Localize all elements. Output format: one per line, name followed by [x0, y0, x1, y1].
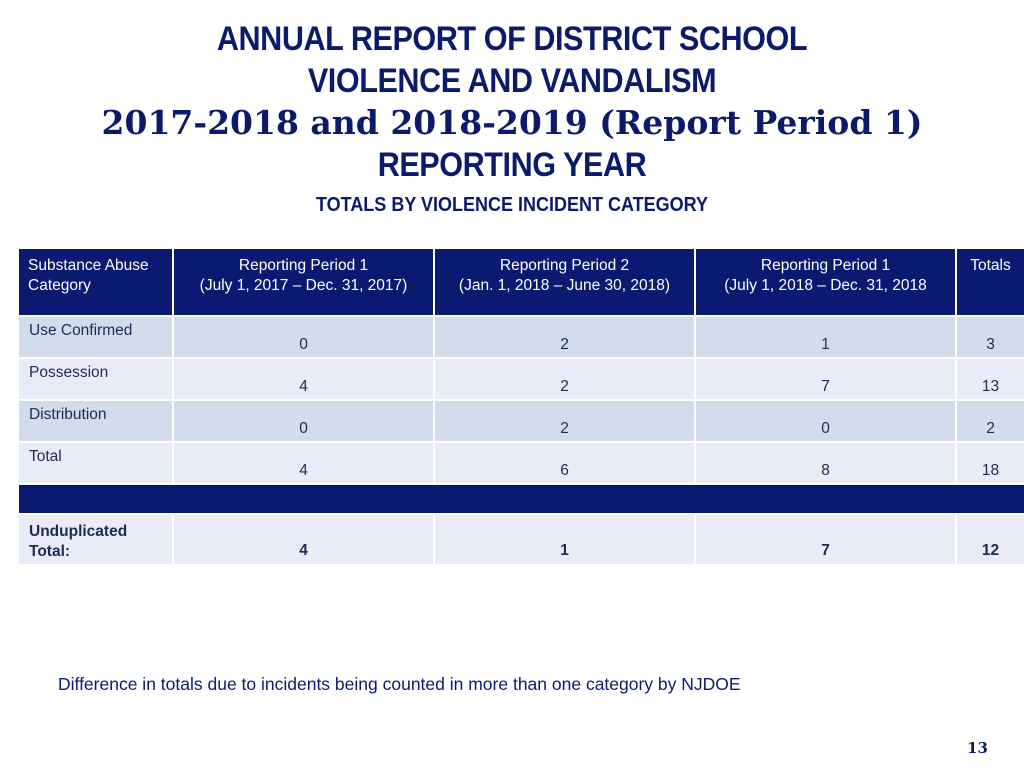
report-title-line-2: VIOLENCE AND VANDALISM — [307, 62, 717, 100]
row-category: Total — [19, 443, 172, 483]
row-period-2-value: 2 — [435, 359, 694, 399]
report-title-block — [0, 18, 1024, 218]
unduplicated-period-1-value: 4 — [174, 515, 433, 564]
report-subtitle: TOTALS BY VIOLENCE INCIDENT CATEGORY — [315, 194, 709, 216]
row-period-3-value: 7 — [696, 359, 955, 399]
page-number: 13 — [967, 739, 988, 757]
row-total-value: 2 — [957, 401, 1024, 441]
header-category: Substance Abuse Category — [19, 249, 172, 315]
unduplicated-total-row — [19, 515, 1024, 564]
unduplicated-period-2-value: 1 — [435, 515, 694, 564]
row-period-2-value: 2 — [435, 317, 694, 357]
incident-totals-table — [17, 247, 1024, 566]
header-period-1-2018: Reporting Period 1 (July 1, 2018 – Dec. 31, 2018 — [696, 249, 955, 315]
header-period-2-2018: Reporting Period 2 (Jan. 1, 2018 – June 30, 2018) — [435, 249, 694, 315]
table-row — [19, 317, 1024, 357]
unduplicated-period-3-value: 7 — [696, 515, 955, 564]
row-period-3-value: 1 — [696, 317, 955, 357]
row-total-value: 3 — [957, 317, 1024, 357]
header-totals: Totals — [957, 249, 1024, 315]
row-period-3-value: 0 — [696, 401, 955, 441]
row-total-value: 13 — [957, 359, 1024, 399]
unduplicated-total-label: Unduplicated Total: — [19, 515, 172, 564]
table-divider-bar — [19, 485, 1024, 513]
table-divider-row — [19, 485, 1024, 513]
row-category: Possession — [19, 359, 172, 399]
report-title-line-1: ANNUAL REPORT OF DISTRICT SCHOOL — [216, 20, 808, 58]
row-category: Use Confirmed — [19, 317, 172, 357]
row-total-value: 18 — [957, 443, 1024, 483]
row-period-1-value: 4 — [174, 359, 433, 399]
table-row — [19, 443, 1024, 483]
report-title-line-4: REPORTING YEAR — [377, 146, 647, 184]
report-title-line-3: 2017-2018 and 2018-2019 (Report Period 1) — [101, 103, 923, 142]
row-period-1-value: 0 — [174, 401, 433, 441]
header-period-1-2017: Reporting Period 1 (July 1, 2017 – Dec. 31, 2017) — [174, 249, 433, 315]
table-row — [19, 401, 1024, 441]
row-period-3-value: 8 — [696, 443, 955, 483]
row-period-2-value: 6 — [435, 443, 694, 483]
row-period-2-value: 2 — [435, 401, 694, 441]
footnote: Difference in totals due to incidents being counted in more than one category by NJDOE — [58, 674, 741, 694]
row-period-1-value: 0 — [174, 317, 433, 357]
row-category: Distribution — [19, 401, 172, 441]
row-period-1-value: 4 — [174, 443, 433, 483]
unduplicated-total-value: 12 — [957, 515, 1024, 564]
table-row — [19, 359, 1024, 399]
table-header-row — [19, 249, 1024, 315]
